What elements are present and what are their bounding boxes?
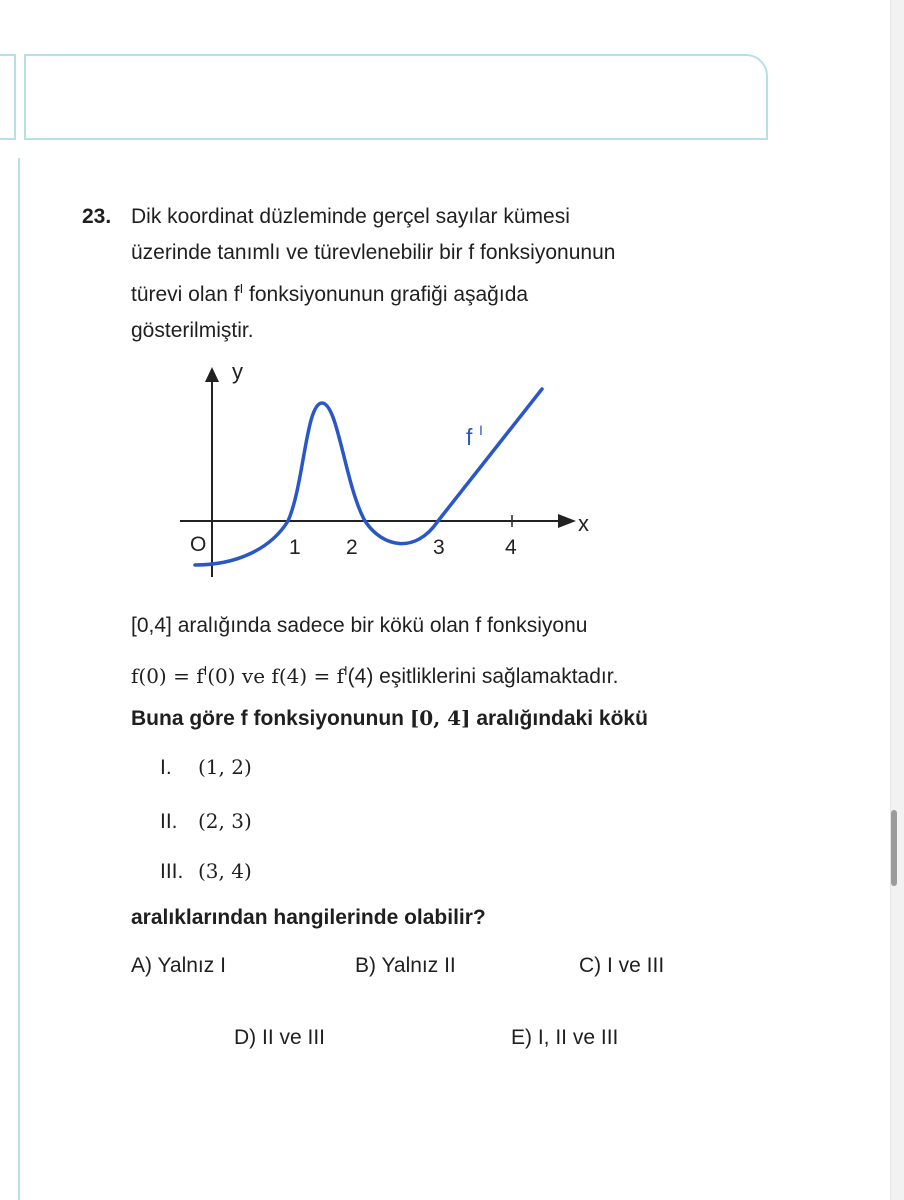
tick-label-1: 1 bbox=[289, 536, 301, 559]
body-line-3 bbox=[131, 703, 648, 734]
derivative-curve bbox=[195, 389, 542, 565]
y-axis-arrow bbox=[205, 367, 219, 382]
question-line-3 bbox=[131, 271, 771, 313]
derivative-graph bbox=[170, 355, 610, 585]
x-axis-arrow bbox=[558, 514, 576, 528]
interval-0-4: [0, 4] bbox=[409, 706, 471, 730]
body-prime-2: I bbox=[344, 663, 348, 678]
choice-e[interactable]: E) I, II ve III bbox=[511, 1026, 619, 1049]
question-ask: aralıklarından hangilerinde olabilir? bbox=[131, 906, 486, 929]
tick-label-4: 4 bbox=[505, 536, 517, 559]
question-line-3a: türevi olan f bbox=[131, 283, 240, 306]
statement-2 bbox=[160, 806, 252, 837]
body-line-2c: (4) eşitliklerini sağlamaktadır. bbox=[347, 665, 619, 688]
frame-header-box bbox=[24, 54, 768, 140]
statement-1 bbox=[160, 752, 252, 783]
x-axis-label: x bbox=[578, 511, 589, 536]
body-line-2 bbox=[131, 656, 618, 692]
origin-label: O bbox=[190, 533, 207, 556]
statement-3-interval: (3, 4) bbox=[198, 859, 252, 883]
statement-1-roman: I. bbox=[160, 756, 172, 779]
tick-label-2: 2 bbox=[346, 536, 358, 559]
choice-d[interactable]: D) II ve III bbox=[234, 1026, 326, 1049]
question-line-3b: fonksiyonunun grafiği aşağıda bbox=[243, 283, 529, 306]
question-line-2: üzerinde tanımlı ve türevlenebilir bir f fonksiyonunun bbox=[131, 241, 616, 264]
body-line-2a: f(0) = f bbox=[131, 664, 204, 688]
statement-2-interval: (2, 3) bbox=[198, 809, 252, 833]
prime-mark: I bbox=[239, 281, 244, 296]
body-line-1: [0,4] aralığında sadece bir kökü olan f fonksiyonu bbox=[131, 614, 588, 637]
choice-b[interactable]: B) Yalnız II bbox=[355, 954, 456, 977]
frame-left-box bbox=[0, 54, 16, 140]
question-number: 23. bbox=[82, 205, 112, 228]
body-line-3a: Buna göre f fonksiyonunun bbox=[131, 707, 410, 730]
curve-label: f bbox=[466, 424, 473, 450]
scrollbar-thumb[interactable] bbox=[891, 810, 897, 886]
tick-label-3: 3 bbox=[433, 536, 445, 559]
choice-a[interactable]: A) Yalnız I bbox=[131, 954, 226, 977]
frame-left-border bbox=[18, 158, 20, 1200]
body-line-2b: (0) ve f(4) = f bbox=[207, 664, 345, 688]
statement-3 bbox=[160, 856, 252, 887]
question-stem bbox=[131, 199, 771, 349]
question-line-1: Dik koordinat düzleminde gerçel sayılar kümesi bbox=[131, 205, 570, 228]
statement-1-interval: (1, 2) bbox=[198, 755, 252, 779]
scrollbar-track[interactable] bbox=[890, 0, 904, 1200]
choice-c[interactable]: C) I ve III bbox=[579, 954, 665, 977]
body-prime-1: I bbox=[203, 663, 208, 678]
y-axis-label: y bbox=[232, 359, 243, 384]
curve-label-prime: I bbox=[479, 422, 483, 438]
question-line-4: gösterilmiştir. bbox=[131, 319, 254, 342]
statement-2-roman: II. bbox=[160, 810, 178, 833]
body-line-3c: aralığındaki kökü bbox=[470, 707, 648, 730]
statement-3-roman: III. bbox=[160, 860, 184, 883]
